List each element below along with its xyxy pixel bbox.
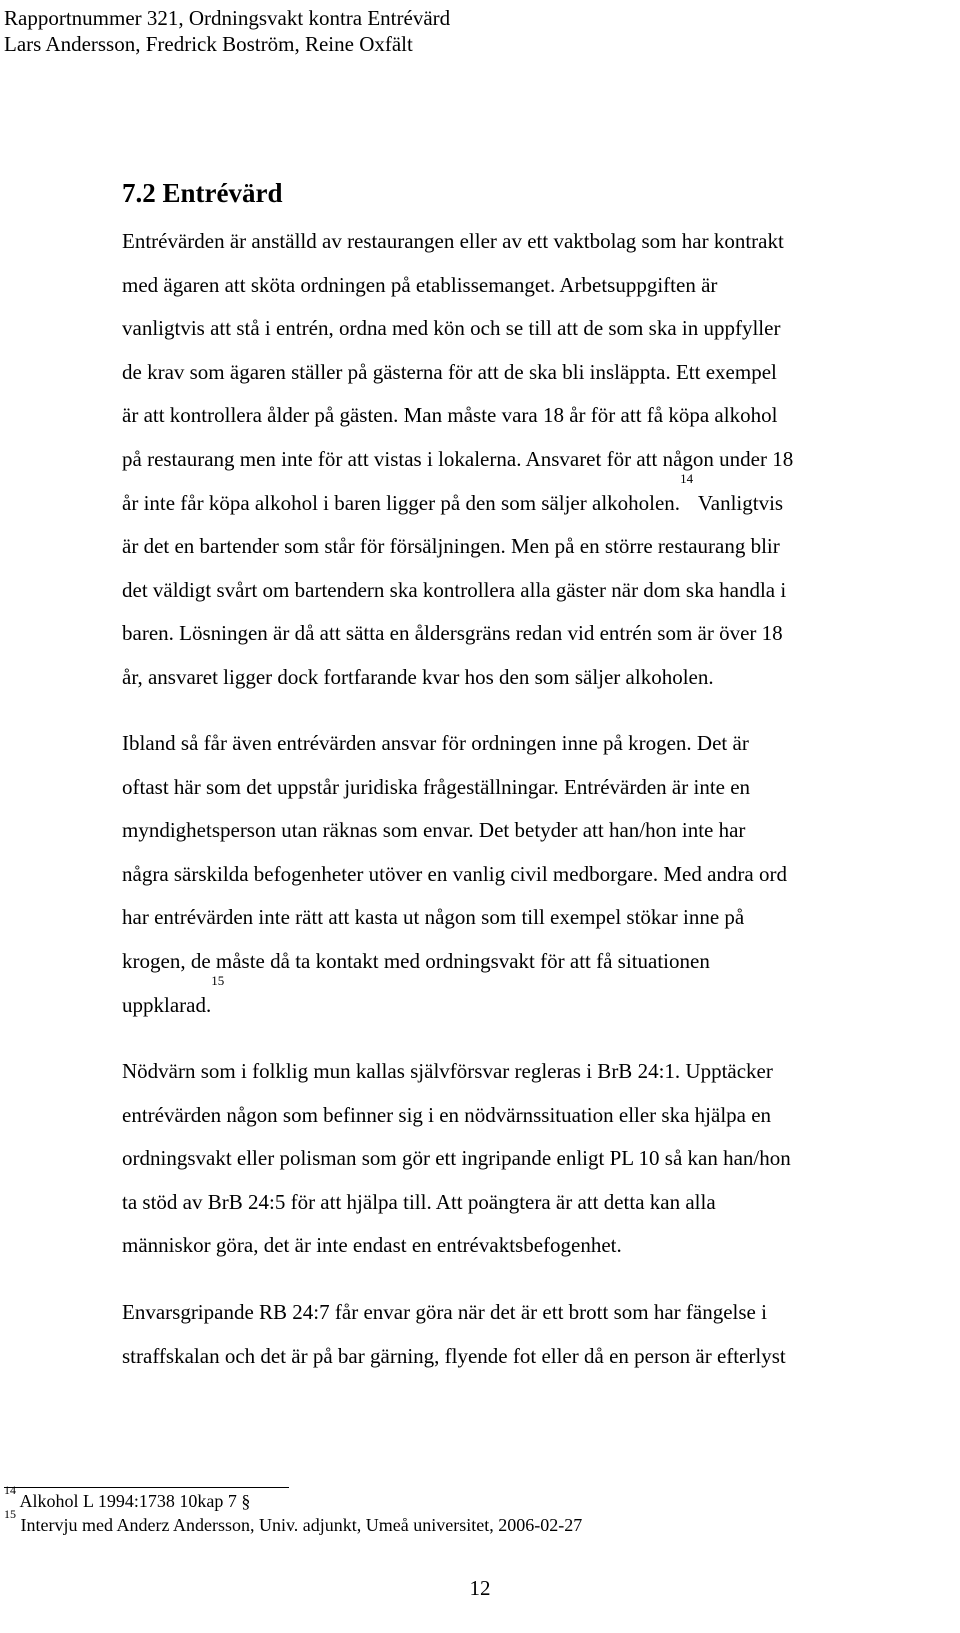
text-line: entrévärden någon som befinner sig i en nödvärnssituation eller ska hjälpa en [122,1102,772,1127]
text-line: ordningsvakt eller polisman som gör ett ingripande enligt PL 10 så kan han/hon [122,1146,791,1171]
text-line: Entrévärden är anställd av restaurangen eller av ett vaktbolag som har kontrakt [122,229,784,253]
paragraph-4 [122,1291,922,1378]
text-line: några särskilda befogenheter utöver en vanlig civil medborgare. Med andra ord [122,861,787,886]
text-line: är det en bartender som står för försäljningen. Men på en större restaurang blir [122,534,780,559]
footnote-15 [4,1507,583,1537]
paragraph-1 [122,220,922,700]
text-line: myndighetsperson utan räknas som envar. Det betyder att han/hon inte har [122,818,746,843]
text-line: Nödvärn som i folklig mun kallas självförsvar regleras i BrB 24:1. Upptäcker [122,1059,773,1083]
text-segment: år inte får köpa alkohol i baren ligger på den som säljer alkoholen. [122,490,681,515]
text-line: är att kontrollera ålder på gästen. Man måste vara 18 år för att få köpa alkohol [122,403,778,428]
section-title: 7.2 Entrévärd [122,178,283,208]
running-header [4,5,450,57]
text-line: straffskalan och det är på bar gärning, flyende fot eller då en person är efterlyst [122,1343,786,1368]
paragraph-3 [122,1050,922,1268]
text-line: krogen, de måste då ta kontakt med ordningsvakt för att få situationen [122,948,710,973]
text-line: år, ansvaret ligger dock fortfarande kvar hos den som säljer alkoholen. [122,664,714,689]
text-line: de krav som ägaren ställer på gästerna för att de ska bli insläppta. Ett exempel [122,359,777,384]
footnote-ref-15[interactable]: 15 [211,972,225,988]
text-line: vanligtvis att stå i entrén, ordna med kön och se till att de som ska in uppfyller [122,316,781,341]
footnote-text: Alkohol L 1994:1738 10kap 7 § [19,1491,251,1511]
footnote-divider [4,1487,289,1488]
footnote-ref-14[interactable]: 14 [680,470,694,486]
text-line: oftast här som det uppstår juridiska frågeställningar. Entrévärden är inte en [122,774,751,799]
text-line: Envarsgripande RB 24:7 får envar göra när det är ett brott som har fängelse i [122,1300,767,1324]
text-line: det väldigt svårt om bartendern ska kontrollera alla gäster när dom ska handla i [122,577,787,602]
footnote-number: 15 [4,1507,16,1521]
text-line: människor göra, det är inte endast en entrévaktsbefogenhet. [122,1233,622,1258]
paragraph-2 [122,722,922,1027]
authors: Lars Andersson, Fredrick Boström, Reine Oxfält [4,32,413,56]
text-segment: Vanligtvis [693,490,784,515]
text-line: ta stöd av BrB 24:5 för att hjälpa till. Att poängtera är att detta kan alla [122,1189,716,1214]
page-number: 12 [469,1576,491,1600]
text-line [122,470,922,526]
text-line: har entrévärden inte rätt att kasta ut någon som till exempel stökar inne på [122,905,745,930]
text-line: baren. Lösningen är då att sätta en åldersgräns redan vid entrén som är över 18 [122,621,783,646]
footnotes [4,1483,583,1537]
text-line: på restaurang men inte för att vistas i lokalerna. Ansvaret för att någon under 18 [122,446,794,471]
footnote-14 [4,1483,582,1513]
text-line [122,972,922,1028]
footnote-number: 14 [4,1483,16,1497]
text-line: med ägaren att sköta ordningen på etablissemanget. Arbetsuppgiften är [122,272,718,297]
report-title: Rapportnummer 321, Ordningsvakt kontra Entrévärd [4,6,451,30]
text-line: Ibland så får även entrévärden ansvar för ordningen inne på krogen. Det är [122,731,749,755]
footnote-text: Intervju med Anderz Andersson, Univ. adjunkt, Umeå universitet, 2006-02-27 [20,1515,583,1535]
text-segment: uppklarad. [122,992,212,1017]
